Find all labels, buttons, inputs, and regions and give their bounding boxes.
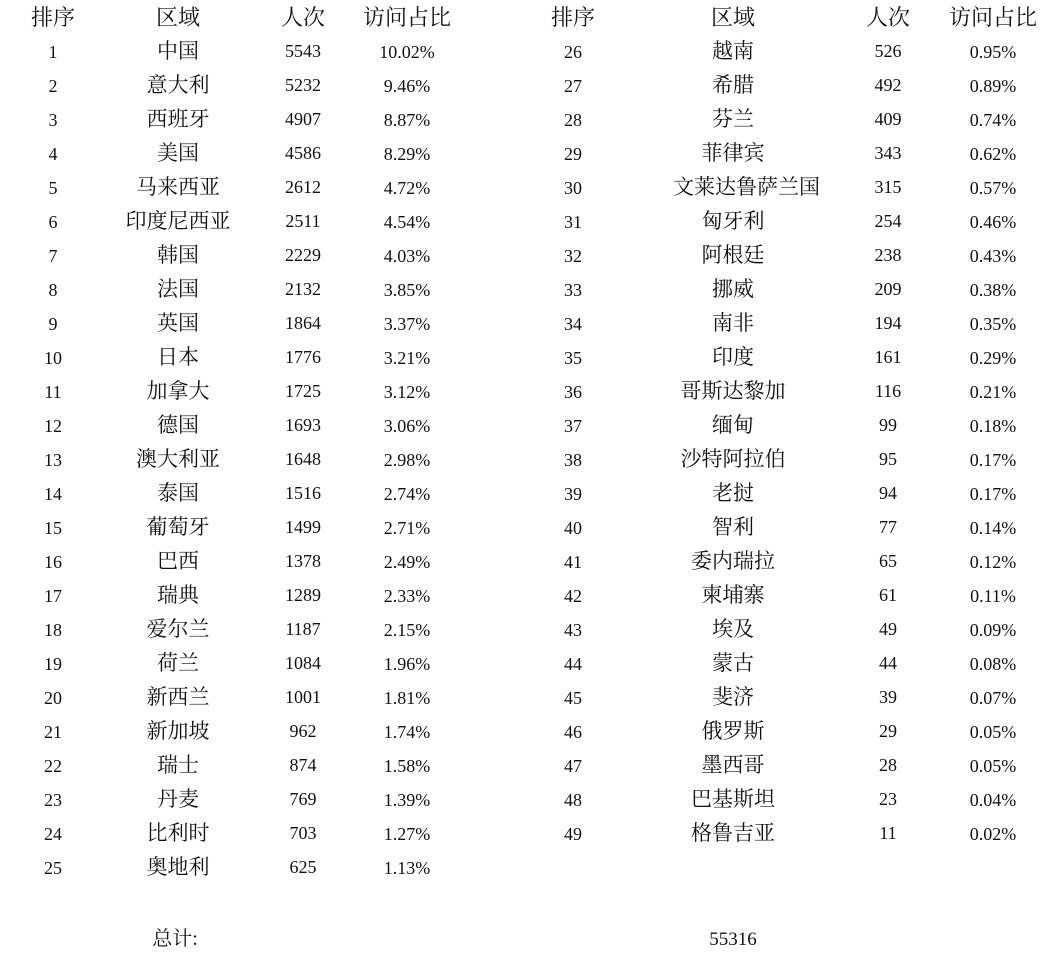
rank-cell: 32	[564, 246, 582, 266]
visits-cell: 1289	[285, 585, 321, 605]
share-header: 访问占比	[948, 5, 1037, 30]
region-cell: 委内瑞拉	[691, 549, 775, 573]
rank-cell: 16	[44, 552, 62, 572]
region-cell: 南非	[712, 311, 754, 335]
region-cell: 阿根廷	[701, 243, 765, 267]
rank-cell: 28	[564, 110, 582, 130]
rank-cell: 15	[44, 518, 62, 538]
total-label: 总计:	[152, 928, 198, 950]
visits-cell: 11	[879, 823, 897, 843]
rank-cell: 45	[564, 688, 582, 708]
rank-cell: 30	[564, 178, 582, 198]
region-cell: 英国	[157, 311, 199, 335]
rank-header: 排序	[550, 5, 595, 30]
rank-cell: 38	[564, 450, 582, 470]
share-cell: 0.62%	[969, 144, 1017, 164]
region-cell: 墨西哥	[701, 753, 765, 777]
region-cell: 缅甸	[712, 413, 754, 437]
share-cell: 1.58%	[383, 756, 431, 776]
visits-cell: 5543	[285, 41, 321, 61]
rank-cell: 4	[48, 144, 58, 164]
region-cell: 美国	[157, 141, 199, 165]
share-cell: 4.03%	[383, 246, 431, 266]
region-cell: 韩国	[157, 243, 199, 267]
share-header: 访问占比	[362, 5, 451, 30]
share-cell: 3.21%	[383, 348, 431, 368]
share-cell: 0.08%	[969, 654, 1017, 674]
share-cell: 4.72%	[383, 178, 431, 198]
visits-cell: 315	[874, 177, 902, 197]
rank-cell: 5	[48, 178, 58, 198]
region-header: 区域	[155, 5, 200, 30]
rank-cell: 14	[44, 484, 62, 504]
share-cell: 0.38%	[969, 280, 1017, 300]
rank-cell: 44	[564, 654, 582, 674]
region-cell: 格鲁吉亚	[691, 821, 775, 845]
share-cell: 0.05%	[969, 756, 1017, 776]
region-cell: 蒙古	[712, 651, 754, 675]
region-cell: 挪威	[712, 277, 754, 301]
region-cell: 葡萄牙	[146, 515, 210, 539]
visits-cell: 209	[874, 279, 902, 299]
share-cell: 1.81%	[383, 688, 431, 708]
region-cell: 巴西	[157, 549, 199, 573]
rank-cell: 46	[564, 722, 582, 742]
visits-cell: 77	[879, 517, 897, 537]
visits-header: 人次	[865, 5, 910, 30]
visits-cell: 1693	[285, 415, 321, 435]
rank-cell: 1	[48, 42, 58, 62]
visits-cell: 2132	[285, 279, 321, 299]
rank-cell: 24	[44, 824, 62, 844]
visits-cell: 194	[874, 313, 902, 333]
share-cell: 0.07%	[969, 688, 1017, 708]
share-cell: 0.09%	[969, 620, 1017, 640]
region-cell: 菲律宾	[701, 141, 765, 165]
rank-cell: 7	[48, 246, 58, 266]
rank-cell: 21	[44, 722, 62, 742]
visits-cell: 99	[879, 415, 897, 435]
visits-cell: 409	[874, 109, 902, 129]
share-cell: 0.21%	[969, 382, 1017, 402]
rank-cell: 26	[564, 42, 582, 62]
share-cell: 0.18%	[969, 416, 1017, 436]
region-cell: 奥地利	[146, 855, 210, 879]
share-cell: 0.89%	[969, 76, 1017, 96]
region-cell: 埃及	[712, 617, 754, 641]
visits-cell: 1648	[285, 449, 321, 469]
rank-cell: 19	[44, 654, 62, 674]
share-cell: 0.43%	[969, 246, 1017, 266]
share-cell: 3.37%	[383, 314, 431, 334]
share-cell: 0.11%	[970, 586, 1016, 606]
share-cell: 2.98%	[383, 450, 431, 470]
visits-cell: 29	[879, 721, 897, 741]
rank-cell: 10	[44, 348, 62, 368]
share-cell: 4.54%	[383, 212, 431, 232]
share-cell: 0.57%	[969, 178, 1017, 198]
visits-cell: 4907	[285, 109, 321, 129]
region-cell: 印度尼西亚	[125, 209, 231, 233]
rank-cell: 23	[44, 790, 62, 810]
rank-cell: 37	[564, 416, 582, 436]
region-cell: 芬兰	[712, 107, 754, 131]
rank-cell: 48	[564, 790, 582, 810]
rank-cell: 41	[564, 552, 582, 572]
visits-cell: 1084	[285, 653, 321, 673]
share-cell: 1.96%	[383, 654, 431, 674]
share-cell: 0.17%	[969, 450, 1017, 470]
region-cell: 沙特阿拉伯	[680, 447, 786, 471]
rank-cell: 33	[564, 280, 582, 300]
region-cell: 瑞士	[157, 753, 199, 777]
region-cell: 越南	[712, 39, 754, 63]
rank-cell: 25	[44, 858, 62, 878]
region-cell: 哥斯达黎加	[680, 379, 786, 403]
rank-cell: 43	[564, 620, 582, 640]
visits-cell: 1516	[285, 483, 321, 503]
region-cell: 马来西亚	[136, 175, 220, 199]
visits-cell: 1776	[285, 347, 321, 367]
share-cell: 0.95%	[969, 42, 1017, 62]
region-cell: 文莱达鲁萨兰国	[673, 175, 820, 199]
total-value: 55316	[709, 929, 757, 950]
visits-cell: 492	[874, 75, 902, 95]
region-cell: 荷兰	[157, 651, 199, 675]
visits-cell: 2612	[285, 177, 321, 197]
visits-cell: 238	[874, 245, 902, 265]
share-cell: 1.74%	[383, 722, 431, 742]
visits-cell: 1187	[285, 619, 321, 639]
share-cell: 0.12%	[969, 552, 1017, 572]
rank-cell: 11	[44, 382, 62, 402]
region-cell: 德国	[157, 413, 199, 437]
visits-cell: 703	[289, 823, 317, 843]
region-cell: 智利	[712, 515, 754, 539]
share-cell: 3.06%	[383, 416, 431, 436]
region-cell: 澳大利亚	[136, 447, 220, 471]
rank-cell: 35	[564, 348, 582, 368]
share-cell: 1.27%	[383, 824, 431, 844]
visits-cell: 61	[879, 585, 897, 605]
visits-cell: 526	[874, 41, 902, 61]
region-cell: 西班牙	[146, 107, 210, 131]
visits-cell: 769	[289, 789, 317, 809]
share-cell: 1.39%	[383, 790, 431, 810]
rank-cell: 6	[48, 212, 58, 232]
region-cell: 比利时	[146, 821, 210, 845]
share-cell: 9.46%	[383, 76, 431, 96]
visits-cell: 2511	[285, 211, 321, 231]
rank-cell: 42	[564, 586, 582, 606]
region-cell: 法国	[157, 277, 199, 301]
share-cell: 0.29%	[969, 348, 1017, 368]
visits-cell: 39	[879, 687, 897, 707]
region-cell: 加拿大	[146, 379, 210, 403]
rank-cell: 27	[564, 76, 582, 96]
visits-cell: 1499	[285, 517, 321, 537]
region-cell: 新西兰	[146, 685, 210, 709]
share-cell: 3.12%	[383, 382, 431, 402]
region-cell: 新加坡	[146, 719, 210, 743]
region-cell: 匈牙利	[701, 209, 765, 233]
rank-cell: 3	[48, 110, 58, 130]
rank-cell: 13	[44, 450, 62, 470]
share-cell: 0.46%	[969, 212, 1017, 232]
share-cell: 8.87%	[383, 110, 431, 130]
visits-cell: 4586	[285, 143, 321, 163]
visits-cell: 1001	[285, 687, 321, 707]
share-cell: 3.85%	[383, 280, 431, 300]
rank-cell: 20	[44, 688, 62, 708]
visits-cell: 116	[874, 381, 902, 401]
visits-header: 人次	[280, 5, 325, 30]
region-cell: 希腊	[712, 73, 754, 97]
region-cell: 巴基斯坦	[691, 787, 775, 811]
region-cell: 俄罗斯	[701, 719, 765, 743]
rank-cell: 9	[48, 314, 58, 334]
visits-cell: 625	[289, 857, 317, 877]
share-cell: 2.15%	[383, 620, 431, 640]
visits-cell: 49	[879, 619, 897, 639]
rank-cell: 2	[48, 76, 58, 96]
rank-header: 排序	[30, 5, 75, 30]
rank-cell: 39	[564, 484, 582, 504]
visits-cell: 95	[879, 449, 897, 469]
share-cell: 0.05%	[969, 722, 1017, 742]
share-cell: 0.35%	[969, 314, 1017, 334]
visits-cell: 65	[879, 551, 897, 571]
visits-cell: 1725	[285, 381, 321, 401]
visits-cell: 44	[879, 653, 897, 673]
region-cell: 斐济	[712, 685, 754, 709]
region-header: 区域	[710, 5, 755, 30]
region-cell: 中国	[157, 39, 199, 63]
region-cell: 意大利	[146, 73, 210, 97]
region-cell: 老挝	[712, 481, 754, 505]
share-cell: 2.71%	[383, 518, 431, 538]
visits-cell: 23	[879, 789, 897, 809]
visits-cell: 1864	[285, 313, 321, 333]
visits-cell: 962	[289, 721, 317, 741]
rank-cell: 36	[564, 382, 582, 402]
visits-cell: 254	[874, 211, 902, 231]
share-cell: 0.74%	[969, 110, 1017, 130]
visits-cell: 161	[874, 347, 902, 367]
region-cell: 丹麦	[157, 787, 199, 811]
rank-cell: 17	[44, 586, 62, 606]
share-cell: 2.33%	[383, 586, 431, 606]
share-cell: 2.74%	[383, 484, 431, 504]
visits-cell: 343	[874, 143, 902, 163]
region-cell: 爱尔兰	[146, 617, 210, 641]
rank-cell: 29	[564, 144, 582, 164]
region-cell: 日本	[157, 345, 199, 369]
rank-cell: 12	[44, 416, 62, 436]
rank-cell: 40	[564, 518, 582, 538]
region-cell: 泰国	[157, 481, 199, 505]
rank-cell: 8	[48, 280, 58, 300]
rank-cell: 18	[44, 620, 62, 640]
region-cell: 瑞典	[157, 583, 199, 607]
visits-cell: 94	[879, 483, 897, 503]
share-cell: 0.14%	[969, 518, 1017, 538]
share-cell: 8.29%	[383, 144, 431, 164]
rank-cell: 22	[44, 756, 62, 776]
visits-cell: 874	[289, 755, 317, 775]
share-cell: 2.49%	[383, 552, 431, 572]
rank-cell: 49	[564, 824, 582, 844]
region-cell: 印度	[712, 345, 754, 369]
share-cell: 0.02%	[969, 824, 1017, 844]
rank-cell: 31	[564, 212, 582, 232]
visits-cell: 1378	[285, 551, 321, 571]
region-cell: 柬埔寨	[701, 583, 765, 607]
rank-cell: 34	[564, 314, 582, 334]
rank-cell: 47	[564, 756, 582, 776]
visits-cell: 2229	[285, 245, 321, 265]
visits-cell: 28	[879, 755, 897, 775]
share-cell: 0.17%	[969, 484, 1017, 504]
visits-cell: 5232	[285, 75, 321, 95]
share-cell: 10.02%	[379, 42, 435, 62]
share-cell: 0.04%	[969, 790, 1017, 810]
share-cell: 1.13%	[383, 858, 431, 878]
